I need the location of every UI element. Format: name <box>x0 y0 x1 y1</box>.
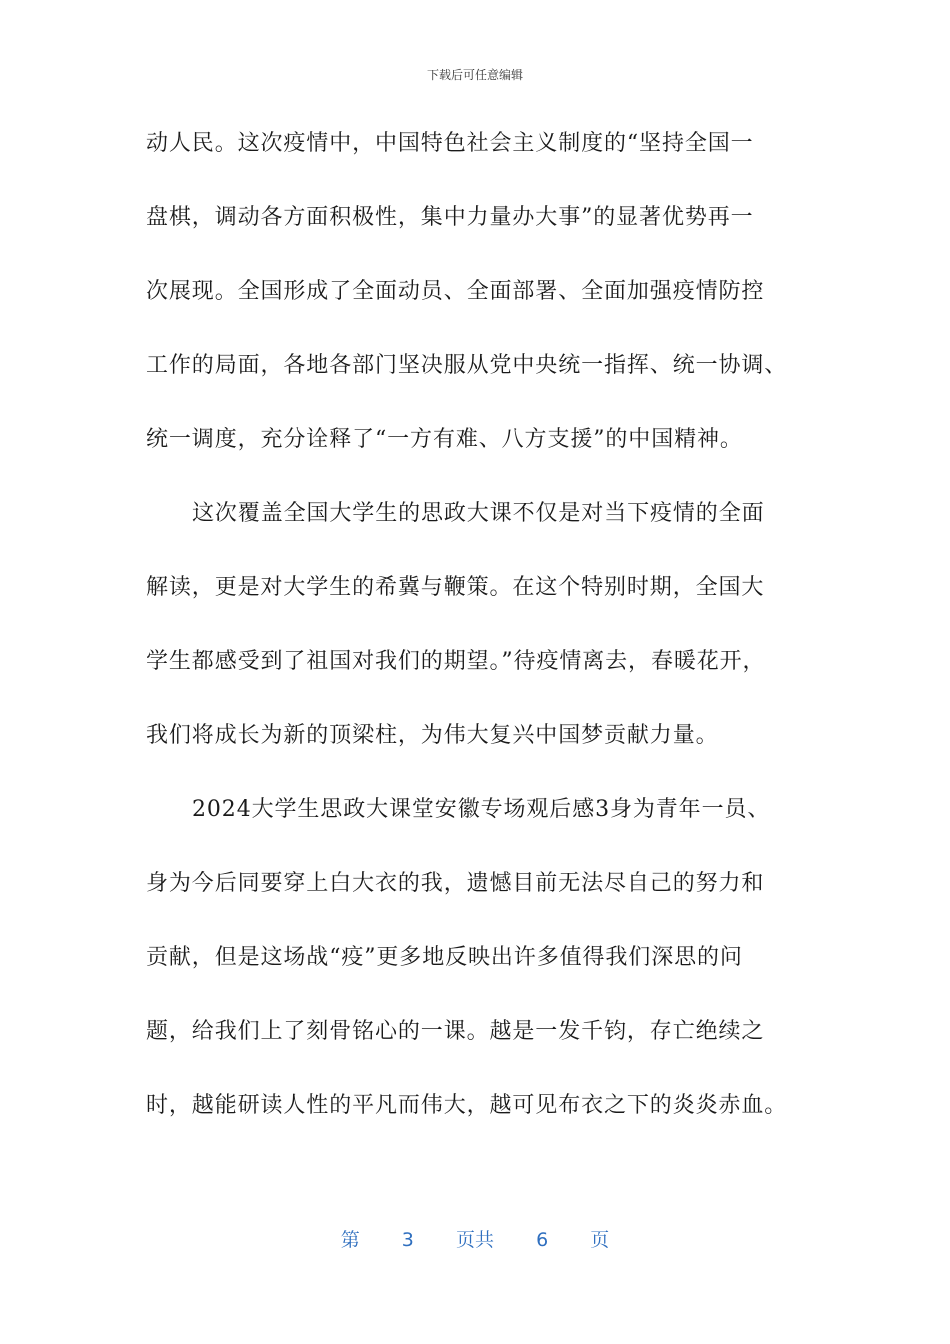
page-header-note: 下载后可任意编辑 <box>426 68 523 82</box>
text-line: 统一调度，充分诠释了“一方有难、八方支援”的中国精神。 <box>146 427 743 452</box>
document-body <box>146 117 810 1153</box>
text-line: 解读，更是对大学生的希冀与鞭策。在这个特别时期，全国大 <box>146 575 765 600</box>
text-line: 我们将成长为新的顶梁柱，为伟大复兴中国梦贡献力量。 <box>146 723 719 748</box>
paragraph-start-line: 2024大学生思政大课堂安徽专场观后感3身为青年一员、 <box>192 797 771 822</box>
text-line: 次展现。全国形成了全面动员、全面部署、全面加强疫情防控 <box>146 279 765 304</box>
text-line: 工作的局面，各地各部门坚决服从党中央统一指挥、统一协调、 <box>146 353 788 378</box>
text-line: 动人民。这次疫情中，中国特色社会主义制度的“坚持全国一 <box>146 131 754 156</box>
page-number-footer <box>0 1225 950 1252</box>
text-line: 身为今后同要穿上白大衣的我，遗憾目前无法尽自己的努力和 <box>146 871 765 896</box>
paragraph-start-line: 这次覆盖全国大学生的思政大课不仅是对当下疫情的全面 <box>192 501 765 526</box>
current-page-number: 3 <box>401 1229 414 1251</box>
footer-suffix: 页 <box>590 1229 610 1251</box>
text-line: 盘棋，调动各方面积极性，集中力量办大事”的显著优势再一 <box>146 205 754 230</box>
text-line: 时，越能研读人性的平凡而伟大，越可见布衣之下的炎炎赤血。 <box>146 1093 788 1118</box>
footer-prefix: 第 <box>340 1229 360 1251</box>
text-line: 贡献，但是这场战“疫”更多地反映出许多值得我们深思的问 <box>146 945 743 970</box>
text-line: 题，给我们上了刻骨铭心的一课。越是一发千钧，存亡绝续之 <box>146 1019 765 1044</box>
text-line: 学生都感受到了祖国对我们的期望。”待疫情离去，春暖花开， <box>146 649 766 674</box>
footer-middle: 页共 <box>455 1229 494 1251</box>
total-page-number: 6 <box>536 1229 549 1251</box>
